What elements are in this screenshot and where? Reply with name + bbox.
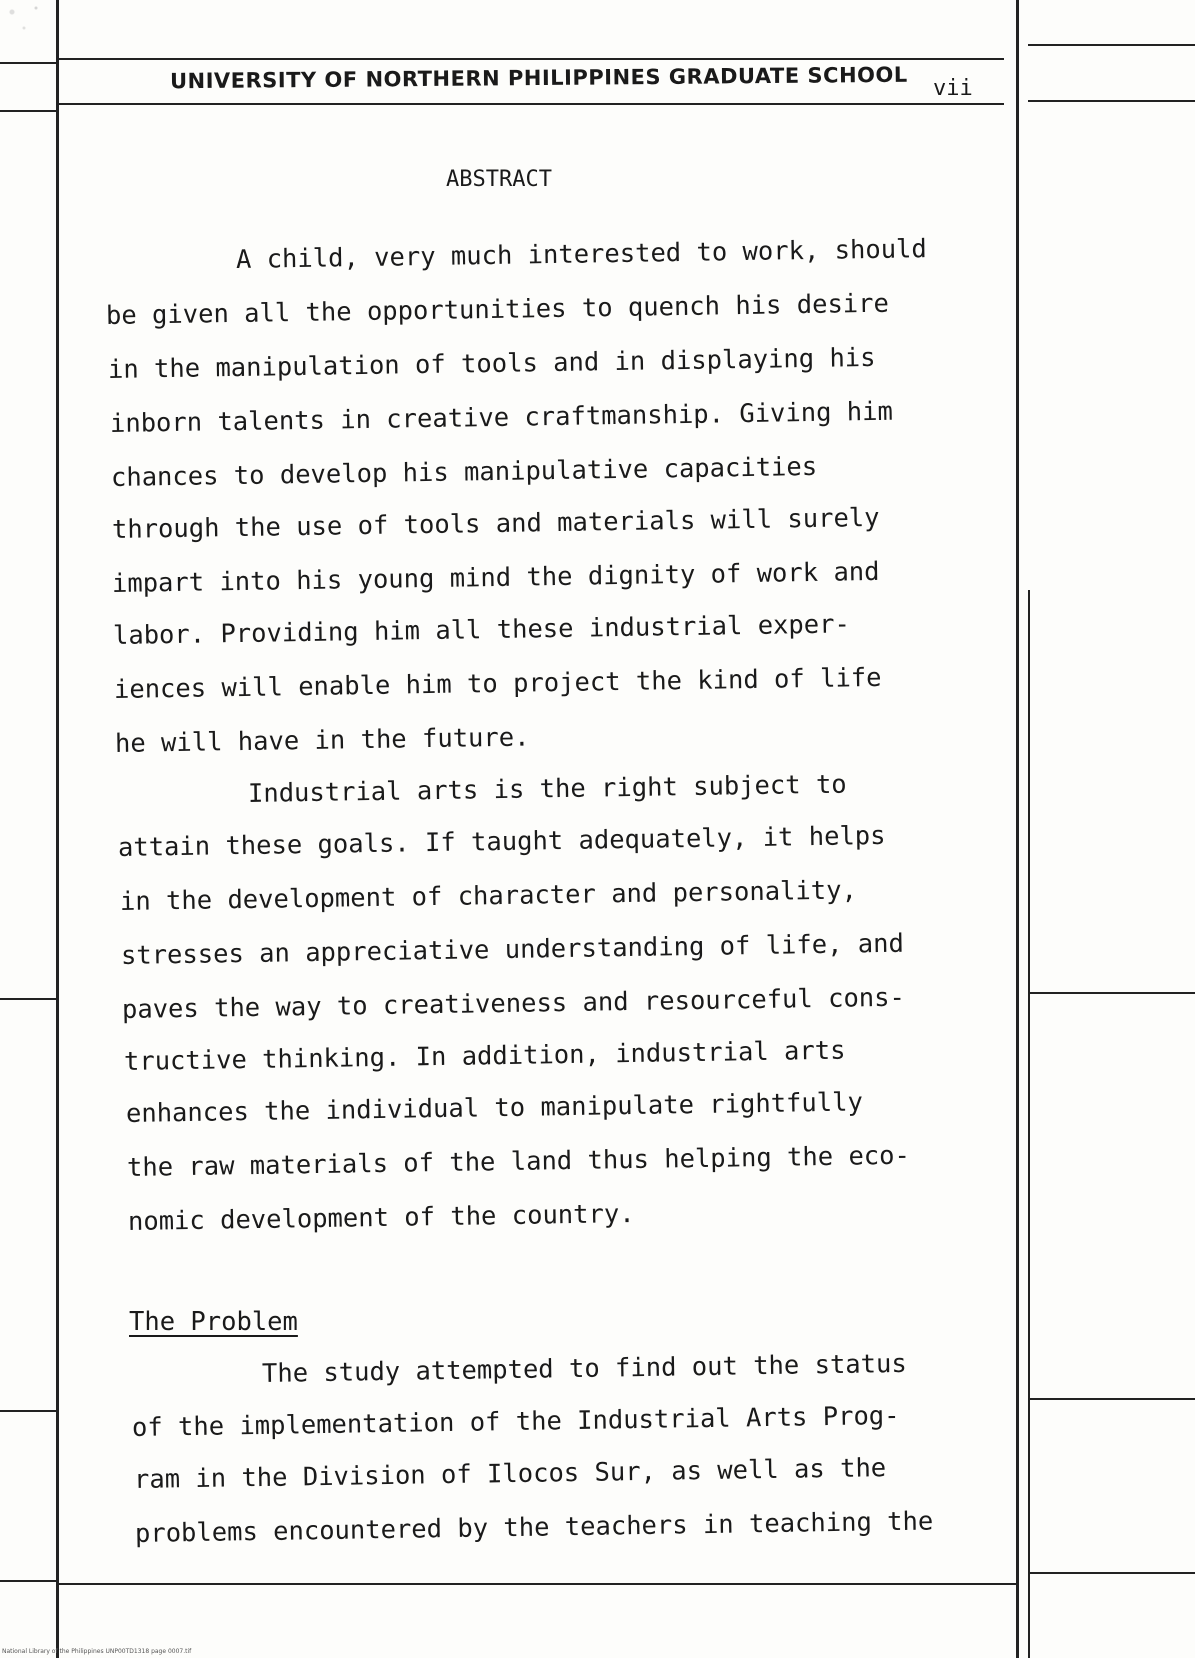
body-line: the raw materials of the land thus helping the eco- xyxy=(126,1140,911,1183)
body-line: in the development of character and personality, xyxy=(119,875,858,917)
section-line: The study attempted to find out the status xyxy=(261,1348,907,1389)
left-tick xyxy=(0,62,56,64)
right-tick xyxy=(1028,100,1195,102)
footer-note: National Library of the Philippines UNP00TD1318 page 0007.tif xyxy=(2,1648,192,1655)
abstract-heading: ABSTRACT xyxy=(446,167,552,192)
header-rule xyxy=(56,58,1004,60)
body-line: tructive thinking. In addition, industrial arts xyxy=(123,1035,846,1077)
left-tick xyxy=(0,1410,56,1412)
body-line: labor. Providing him all these industrial exper- xyxy=(112,609,851,651)
left-tick xyxy=(0,110,56,112)
body-line: A child, very much interested to work, should xyxy=(235,234,927,275)
left-margin-line xyxy=(56,0,59,1658)
scan-speck xyxy=(0,0,60,40)
body-line: inborn talents in creative craftmanship. Giving him xyxy=(109,396,894,439)
right-tick xyxy=(1028,992,1195,994)
section-title: The Problem xyxy=(129,1307,298,1337)
footer-rule xyxy=(56,1583,1016,1585)
header-rule-under xyxy=(56,103,1004,105)
body-line: attain these goals. If taught adequately, it helps xyxy=(117,820,886,863)
body-line: through the use of tools and materials will surely xyxy=(111,502,880,545)
header-title: UNIVERSITY OF NORTHERN PHILIPPINES GRADUATE SCHOOL xyxy=(169,62,908,94)
body-line: chances to develop his manipulative capacities xyxy=(110,451,818,493)
section-line: of the implementation of the Industrial Arts Prog- xyxy=(131,1400,900,1443)
body-line: he will have in the future. xyxy=(114,722,530,759)
body-line: enhances the individual to manipulate rightfully xyxy=(125,1087,864,1129)
section-line: ram in the Division of Ilocos Sur, as well as the xyxy=(133,1453,887,1495)
section-line: problems encountered by the teachers in teaching the xyxy=(134,1506,934,1549)
left-tick xyxy=(0,1580,56,1582)
body-line: stresses an appreciative understanding of life, and xyxy=(120,928,905,971)
body-line: Industrial arts is the right subject to xyxy=(247,769,847,809)
right-margin-line xyxy=(1016,0,1019,1658)
left-tick xyxy=(0,998,56,1000)
body-line: iences will enable him to project the kind of life xyxy=(113,662,882,705)
body-line: nomic development of the country. xyxy=(127,1199,635,1237)
right-tick xyxy=(1028,1572,1195,1574)
right-tick xyxy=(1028,44,1195,46)
right-margin-line-inner xyxy=(1028,590,1030,1658)
body-line: impart into his young mind the dignity of work and xyxy=(111,556,880,599)
right-tick xyxy=(1028,1398,1195,1400)
page-number: vii xyxy=(933,76,973,101)
body-line: be given all the opportunities to quench his desire xyxy=(105,288,890,331)
body-line: in the manipulation of tools and in displaying his xyxy=(107,342,876,385)
body-line: paves the way to creativeness and resourceful cons- xyxy=(121,982,906,1025)
